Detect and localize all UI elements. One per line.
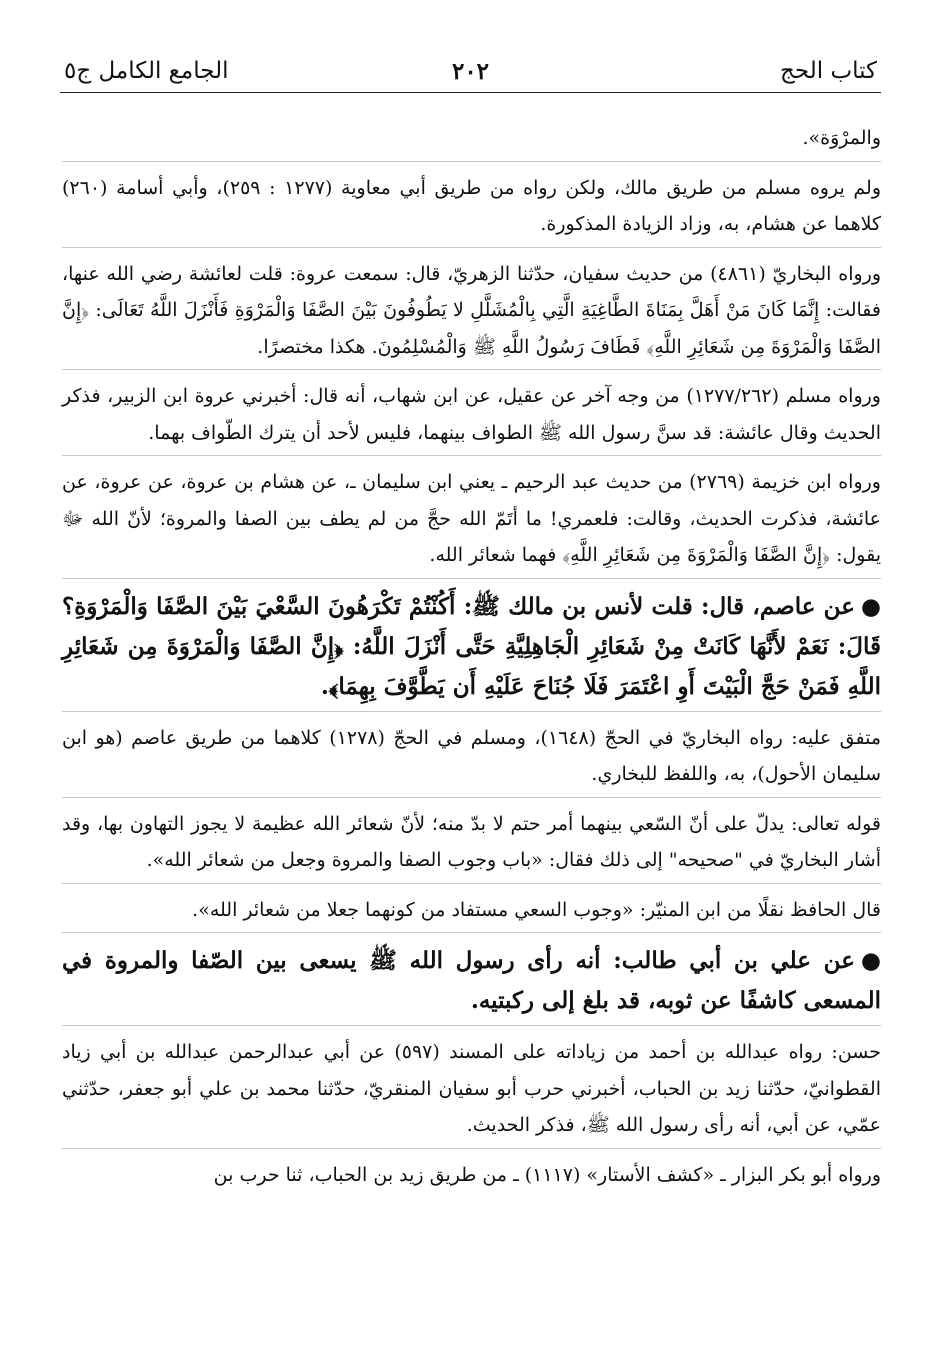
- hadith-text: عن علي بن أبي طالب: أنه رأى رسول الله ﷺ يسعى بين الصّفا والمروة في المسعى كاشفًا عن ثوبه، قد بلغ إلى ركبتيه.: [62, 947, 881, 1014]
- bullet-icon: ●: [860, 592, 881, 620]
- text-block: [62, 892, 881, 934]
- hadith-block: [62, 587, 881, 712]
- hadith-paragraph: [62, 587, 881, 707]
- text-block: [62, 170, 881, 248]
- text-block: [62, 120, 881, 162]
- page-body: [62, 120, 881, 1197]
- text-block: [62, 1157, 881, 1198]
- paragraph: والمرْوَة».: [802, 127, 881, 149]
- text-block: [62, 378, 881, 456]
- paragraph: متفق عليه: رواه البخاريّ في الحجّ (١٦٤٨)، ومسلم في الحجّ (١٢٧٨) كلاهما من طريق عاصم (هو ابن سليمان الأحول)، به، واللفظ للبخاري.: [62, 726, 882, 785]
- paragraph: ورواه البخاريّ (٤٨٦١) من حديث سفيان، حدّثنا الزهريّ، قال: سمعت عروة: قلت لعائشة رضي الله عنها، فقالت: إِنَّمَا كَانَ مَنْ أَهَلَّ بِمَنَاةَ الطَّاغِيَةِ الَّتِي بِالْمُشَلَّلِ لا يَطُوفُونَ بَيْنَ الصَّفَا وَالْمَرْوَةِ فَأَنْزَلَ اللَّهُ تَعَالَى: ﴿إِنَّ الصَّفَا وَالْمَرْوَةَ مِن شَعَائِرِ اللَّهِ﴾ فَطَافَ رَسُولُ اللَّهِ ﷺ وَالْمُسْلِمُونَ. هكذا مختصرًا.: [62, 262, 881, 358]
- paragraph: قال الحافظ نقلًا من ابن المنيّر: «وجوب السعي مستفاد من كونهما جعلا من شعائر الله».: [192, 898, 881, 921]
- text-block: [62, 464, 881, 579]
- paragraph: حسن: رواه عبدالله بن أحمد من زياداته على المسند (٥٩٧) عن أبي عبدالرحمن عبدالله بن أبي زياد القطوانيّ، حدّثنا زيد بن الحباب، أخبرني حرب أبو سفيان المنقريّ، حدّثنا محمد بن علي أبو جعفر، حدّثني عمّي، عن أبي، أنه رأى رسول الله ﷺ، فذكر الحديث.: [62, 1041, 881, 1136]
- hadith-paragraph: [62, 941, 881, 1021]
- paragraph: ورواه مسلم (١٢٧٧/٢٦٢) من وجه آخر عن عقيل، عن ابن شهاب، أنه قال: أخبرني عروة ابن الزبير، فذكر الحديث وقال عائشة: قد سنَّ رسول الله ﷺ الطواف بينهما، فليس لأحد أن يترك الطّواف بهما.: [62, 385, 881, 444]
- hadith-text: عن عاصم، قال: قلت لأنس بن مالك ﷺ: أَكُنْتُمْ تَكْرَهُونَ السَّعْيَ بَيْنَ الصَّفَا وَالْمَرْوَةِ؟ قَالَ: نَعَمْ لأَنَّهَا كَانَتْ مِنْ شَعَائِرِ الْجَاهِلِيَّةِ حَتَّى أَنْزَلَ اللَّهُ: ﴿إِنَّ الصَّفَا وَالْمَرْوَةَ مِن شَعَائِرِ اللَّهِ فَمَنْ حَجَّ الْبَيْتَ أَوِ اعْتَمَرَ فَلَا جُنَاحَ عَلَيْهِ أَن يَطَّوَّفَ بِهِمَا﴾.: [62, 592, 881, 700]
- volume-title: الجامع الكامل ج٥: [64, 58, 229, 84]
- text-block: [62, 806, 881, 884]
- text-block: [62, 256, 881, 371]
- paragraph: ولم يروه مسلم من طريق مالك، ولكن رواه من طريق أبي معاوية (١٢٧٧ : ٢٥٩)، وأبي أسامة (٢٦٠) كلاهما عن هشام، به، وزاد الزيادة المذكورة.: [62, 176, 882, 235]
- page-header: [60, 52, 881, 93]
- paragraph: ورواه ابن خزيمة (٢٧٦٩) من حديث عبد الرحيم ـ يعني ابن سليمان ـ، عن هشام بن عروة، عن عروة، عن عائشة، فذكرت الحديث، وقالت: فلعمري! ما أتَمّ الله حجَّ من لم يطف بين الصفا والمروة؛ لأنّ الله ﷻ يقول: ﴿إِنَّ الصَّفَا وَالْمَرْوَةَ مِن شَعَائِرِ اللَّهِ﴾ فهما شعائر الله.: [62, 471, 881, 566]
- paragraph: قوله تعالى: يدلّ على أنّ السّعي بينهما أمر حتم لا بدّ منه؛ لأنّ شعائر الله عظيمة لا يجوز التهاون بها، وقد أشار البخاريّ في "صحيحه" إلى ذلك فقال: «باب وجوب الصفا والمروة وجعل من شعائر الله».: [62, 812, 881, 871]
- bullet-icon: ●: [860, 947, 881, 974]
- text-block: [62, 720, 881, 798]
- paragraph: ورواه أبو بكر البزار ـ «كشف الأستار» (١١١٧) ـ من طريق زيد بن الحباب، ثنا حرب بن: [213, 1163, 881, 1186]
- hadith-block: [62, 941, 881, 1026]
- page-number: ٢٠٢: [451, 58, 490, 85]
- text-block: [62, 1034, 881, 1149]
- book-title: كتاب الحج: [780, 58, 877, 84]
